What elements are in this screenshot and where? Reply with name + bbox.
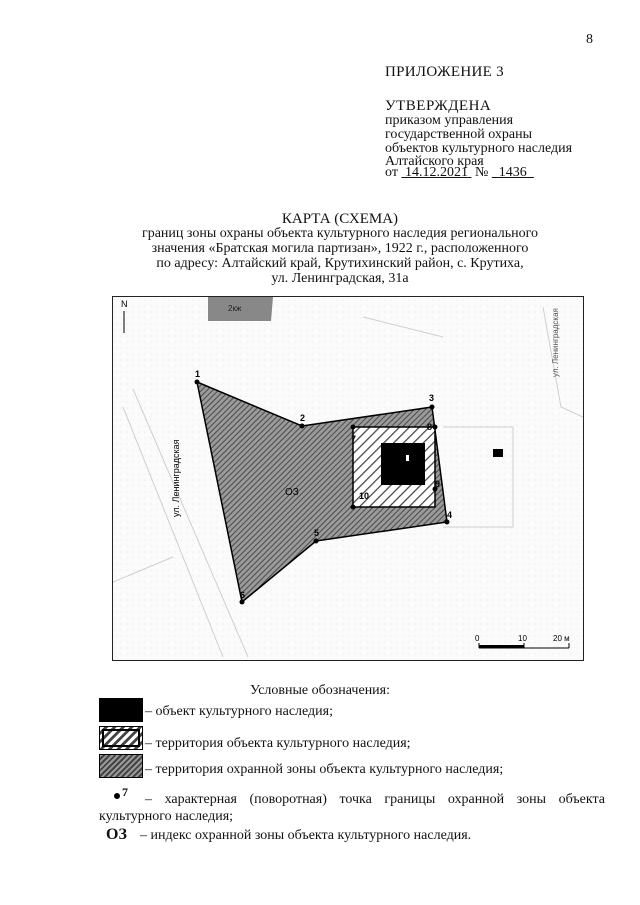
street-label-right: ул. Ленинградская: [551, 308, 560, 377]
approval-line: приказом управления: [385, 113, 514, 128]
order-prefix: от: [385, 165, 398, 180]
legend-text: – индекс охранной зоны объекта культурного наследия.: [140, 828, 472, 843]
order-date: 14.12.2021: [404, 165, 468, 180]
legend-text: – территория охранной зоны объекта культурного наследия;: [145, 762, 504, 777]
title-line: значения «Братская могила партизан», 1922 г., расположенного: [151, 241, 529, 256]
title-line: по адресу: Алтайский край, Крутихинский район, с. Крутиха,: [156, 256, 524, 271]
point-label: 3: [429, 393, 435, 403]
street-label-left: ул. Ленинградская: [171, 439, 181, 517]
point-label: 10: [359, 491, 370, 501]
boundary-point: [300, 424, 305, 429]
point-label: 5: [314, 528, 320, 538]
order-number: 1436: [498, 165, 527, 180]
order-no-label: №: [474, 165, 489, 180]
approval-line: государственной охраны: [385, 127, 533, 142]
boundary-point: [195, 380, 200, 385]
legend-swatch-territory: [99, 726, 143, 750]
legend-point-icon: [114, 793, 120, 799]
point-label: 2: [300, 413, 306, 423]
svg-text:0: 0: [475, 634, 480, 643]
legend-text: культурного наследия;: [99, 809, 234, 824]
point-label: 8: [427, 422, 433, 432]
point-label: 9: [435, 479, 441, 489]
appendix-label: ПРИЛОЖЕНИЕ 3: [385, 64, 504, 80]
north-label: N: [121, 299, 128, 309]
legend-heading: Условные обозначения:: [249, 683, 391, 698]
legend-zone-key: ОЗ: [106, 826, 127, 843]
approval-line: объектов культурного наследия: [385, 141, 573, 156]
legend-swatch-object: [99, 698, 143, 722]
point-label: 4: [447, 510, 453, 520]
heritage-object: [381, 443, 425, 485]
map-scheme: [112, 296, 584, 661]
building-label: 2кж: [228, 304, 242, 313]
point-label: 7: [351, 434, 357, 444]
legend-point-key: 7: [122, 785, 128, 799]
title-line: ул. Ленинградская, 31а: [271, 271, 409, 286]
boundary-point: [430, 405, 435, 410]
svg-text:10: 10: [518, 634, 527, 643]
legend-text: – характерная (поворотная) точка границы охранной зоны объекта: [145, 792, 605, 807]
boundary-point: [351, 505, 356, 510]
legend-swatch-zone: [99, 754, 143, 778]
page-number: 8: [586, 32, 593, 47]
order-line: [385, 165, 534, 181]
legend-text: – территория объекта культурного наследия;: [145, 736, 411, 751]
point-label: 1: [195, 369, 201, 379]
approval-line: Алтайского края: [385, 154, 484, 169]
zone-label: ОЗ: [285, 487, 299, 498]
map-heading: КАРТА (СХЕМА): [281, 211, 399, 227]
point-label: 6: [240, 590, 246, 600]
svg-text:20 м: 20 м: [553, 634, 570, 643]
boundary-point: [314, 539, 319, 544]
boundary-point: [240, 600, 245, 605]
boundary-point: [433, 425, 438, 430]
legend-text: – объект культурного наследия;: [145, 704, 333, 719]
boundary-point: [445, 520, 450, 525]
title-line: границ зоны охраны объекта культурного наследия регионального: [141, 226, 539, 241]
structure-icon: [493, 449, 503, 457]
approved-label: УТВЕРЖДЕНА: [385, 98, 492, 114]
boundary-point: [351, 425, 356, 430]
